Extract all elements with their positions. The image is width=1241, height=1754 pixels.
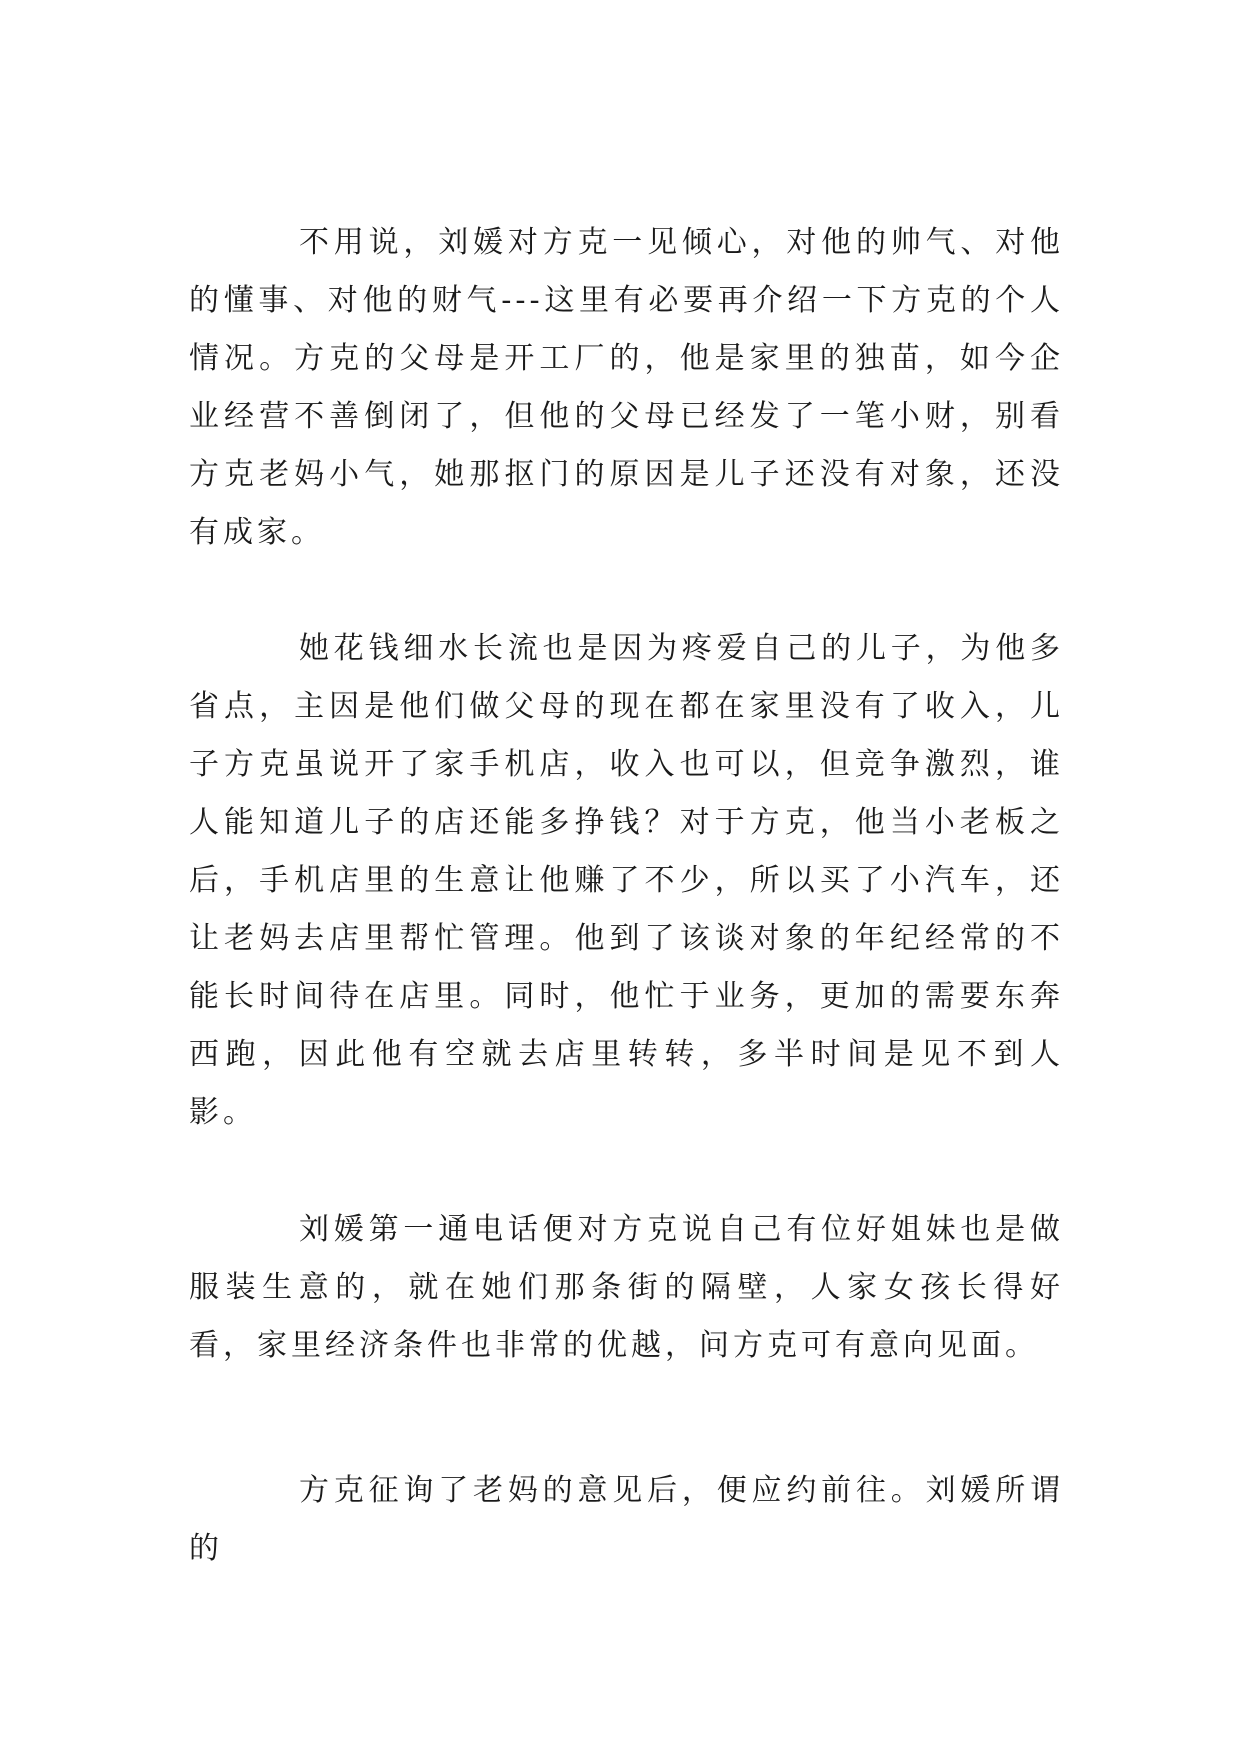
paragraph-1: 不用说，刘媛对方克一见倾心，对他的帅气、对他的懂事、对他的财气---这里有必要再介绍一下方克的个人情况。方克的父母是开工厂的，他是家里的独苗，如今企业经营不善倒闭了，但他的父母已经发了一笔小财，别看方克老妈小气，她那抠门的原因是儿子还没有对象，还没有成家。 bbox=[189, 225, 1064, 550]
paragraph-2: 她花钱细水长流也是因为疼爱自己的儿子，为他多省点，主因是他们做父母的现在都在家里没有了收入，儿子方克虽说开了家手机店，收入也可以，但竞争激烈，谁人能知道儿子的店还能多挣钱？对于方克，他当小老板之后，手机店里的生意让他赚了不少，所以买了小汽车，还让老妈去店里帮忙管理。他到了该谈对象的年纪经常的不能长时间待在店里。同时，他忙于业务，更加的需要东奔西跑，因此他有空就去店里转转，多半时间是见不到人影。 bbox=[189, 631, 1064, 1130]
paragraph-3: 刘媛第一通电话便对方克说自己有位好姐妹也是做服装生意的，就在她们那条街的隔壁，人家女孩长得好看，家里经济条件也非常的优越，问方克可有意向见面。 bbox=[189, 1212, 1064, 1363]
paragraph-4: 方克征询了老妈的意见后，便应约前往。刘媛所谓的 bbox=[189, 1473, 1064, 1566]
